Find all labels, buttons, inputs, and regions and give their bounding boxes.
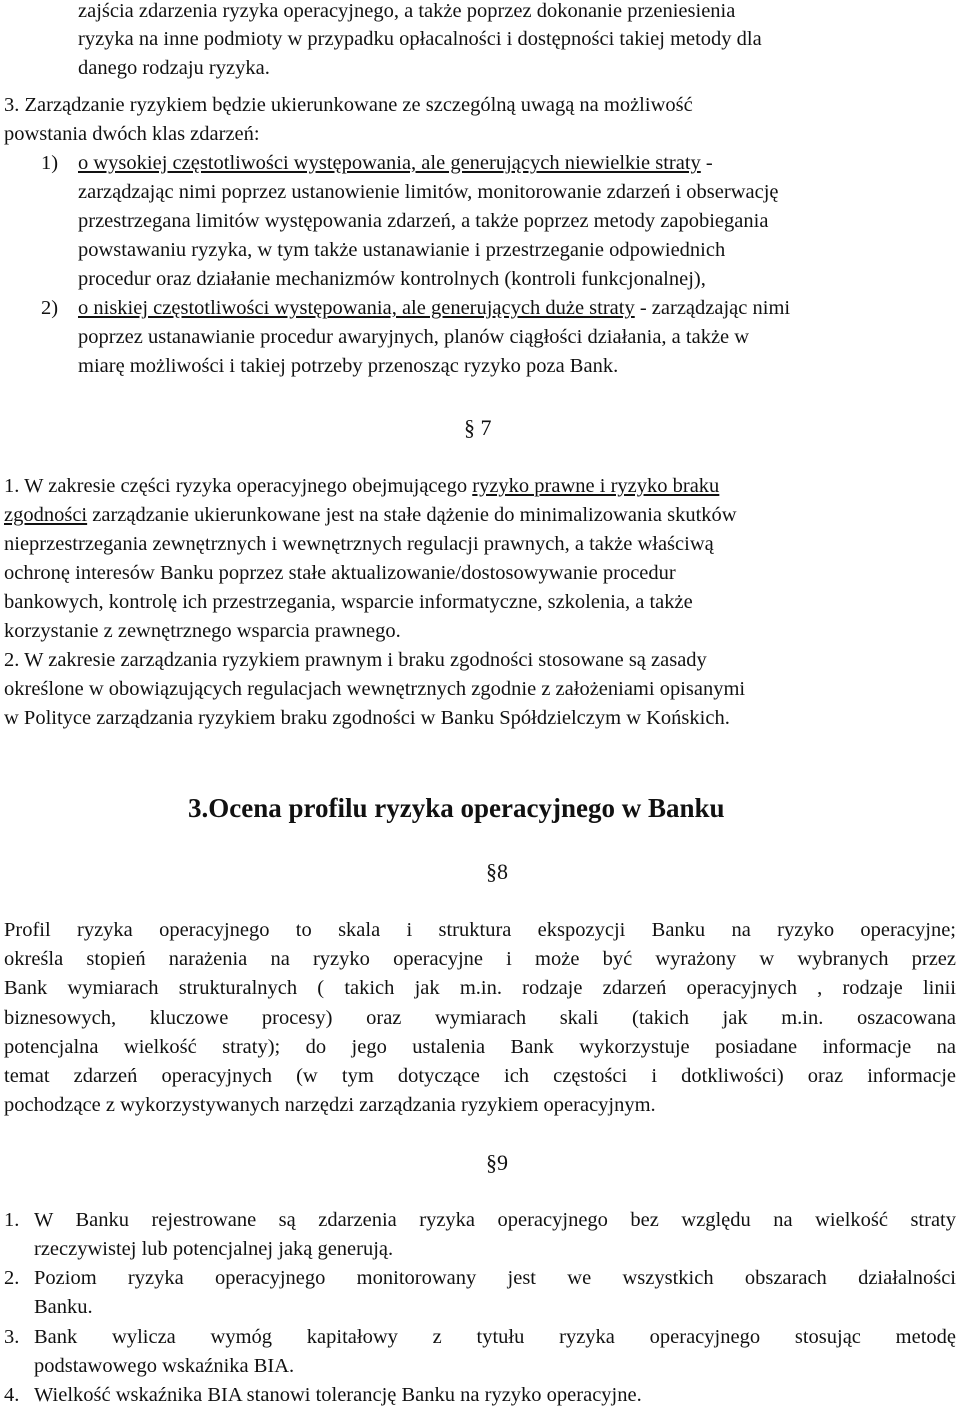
section-number: §8: [486, 859, 508, 884]
underlined-text: o wysokiej częstotliwości występowania, ale generujących niewielkie straty: [78, 152, 701, 174]
text-line: Bank wymiarach strukturalnych ( takich jak m.in. rodzaje zdarzeń operacyjnych , rodzaje linii: [4, 977, 956, 999]
text-line: bankowych, kontrolę ich przestrzegania, wsparcie informatyczne, szkolenia, a także: [4, 591, 693, 613]
list-number: 4.: [4, 1384, 20, 1406]
list-number: 1.: [4, 1209, 20, 1231]
text-line: danego rodzaju ryzyka.: [78, 57, 270, 79]
text-line: ryzyka na inne podmioty w przypadku opłacalności i dostępności takiej metody dla: [78, 28, 762, 50]
text-line: powstania dwóch klas zdarzeń:: [4, 123, 260, 145]
text-line: o wysokiej częstotliwości występowania, ale generujących niewielkie straty -: [78, 152, 713, 174]
list-number: 3.: [4, 1326, 20, 1348]
text-line: poprzez ustanawianie procedur awaryjnych, planów ciągłości działania, a także w: [78, 326, 750, 348]
text-line: Bank wylicza wymóg kapitałowy z tytułu ryzyka operacyjnego stosując metodę: [34, 1326, 956, 1348]
section-heading: 3.Ocena profilu ryzyka operacyjnego w Banku: [188, 793, 725, 823]
text-line: 1. W zakresie części ryzyka operacyjnego obejmującego ryzyko prawne i ryzyko braku: [4, 475, 720, 497]
text-line: Wielkość wskaźnika BIA stanowi tolerancję Banku na ryzyko operacyjne.: [34, 1384, 642, 1406]
text-line: biznesowych, kluczowe procesy) oraz wymiarach skali (takich jak m.in. oszacowana: [4, 1007, 956, 1029]
list-number: 1): [41, 152, 59, 174]
text-line: 2. W zakresie zarządzania ryzykiem prawnym i braku zgodności stosowane są zasady: [4, 649, 707, 671]
text-line: Poziom ryzyka operacyjnego monitorowany jest we wszystkich obszarach działalności: [34, 1267, 956, 1289]
list-number: 2): [41, 297, 59, 319]
text-line: ochronę interesów Banku poprzez stałe aktualizowanie/dostosowywanie procedur: [4, 562, 676, 584]
text-line: korzystanie z zewnętrznego wsparcia prawnego.: [4, 620, 401, 642]
text-line: zgodności zarządzanie ukierunkowane jest na stałe dążenie do minimalizowania skutków: [4, 504, 737, 526]
text-line: zarządzając nimi poprzez ustanowienie limitów, monitorowanie zdarzeń i obserwację: [78, 181, 779, 203]
text-line: w Polityce zarządzania ryzykiem braku zgodności w Banku Spółdzielczym w Końskich.: [4, 707, 730, 729]
text-line: nieprzestrzegania zewnętrznych i wewnętrznych regulacji prawnych, a także właściwą: [4, 533, 714, 555]
text-line: powstawaniu ryzyka, w tym także ustanawianie i przestrzeganie odpowiednich: [78, 239, 726, 261]
underlined-text: zgodności: [4, 504, 88, 526]
text-line: Profil ryzyka operacyjnego to skala i struktura ekspozycji Banku na ryzyko operacyjne;: [4, 919, 956, 941]
text-line: potencjalna wielkość straty); do jego ustalenia Bank wykorzystuje posiadane informacje na: [4, 1036, 956, 1058]
section-number: §9: [486, 1150, 508, 1175]
text-line: zajścia zdarzenia ryzyka operacyjnego, a także poprzez dokonanie przeniesienia: [78, 0, 736, 22]
text-line: Banku.: [34, 1296, 93, 1318]
text-line: przestrzegana limitów występowania zdarzeń, a także poprzez metody zapobiegania: [78, 210, 769, 232]
text-line: o niskiej częstotliwości występowania, ale generujących duże straty - zarządzając nimi: [78, 297, 791, 319]
text-line: określa stopień narażenia na ryzyko operacyjne i może być wyrażony w wybranych przez: [4, 948, 956, 970]
text-line: podstawowego wskaźnika BIA.: [34, 1355, 295, 1377]
text-line: W Banku rejestrowane są zdarzenia ryzyka operacyjnego bez względu na wielkość straty: [34, 1209, 956, 1231]
text-line: pochodzące z wykorzystywanych narzędzi zarządzania ryzykiem operacyjnym.: [4, 1094, 656, 1116]
text-line: określone w obowiązujących regulacjach wewnętrznych zgodnie z założeniami opisanymi: [4, 678, 746, 700]
underlined-text: o niskiej częstotliwości występowania, ale generujących duże straty: [78, 297, 635, 319]
text-line: rzeczywistej lub potencjalnej jaką generują.: [34, 1238, 394, 1260]
text-line: procedur oraz działanie mechanizmów kontrolnych (kontroli funkcjonalnej),: [78, 268, 706, 290]
text-line: 3. Zarządzanie ryzykiem będzie ukierunkowane ze szczególną uwagą na możliwość: [4, 94, 693, 116]
underlined-text: ryzyko prawne i ryzyko braku: [472, 475, 720, 497]
list-number: 2.: [4, 1267, 20, 1289]
text-line: miarę możliwości i takiej potrzeby przenosząc ryzyko poza Bank.: [78, 355, 619, 377]
text-line: temat zdarzeń operacyjnych (w tym dotyczące ich częstości i dotkliwości) oraz informacje: [4, 1065, 956, 1087]
section-number: § 7: [464, 415, 492, 440]
